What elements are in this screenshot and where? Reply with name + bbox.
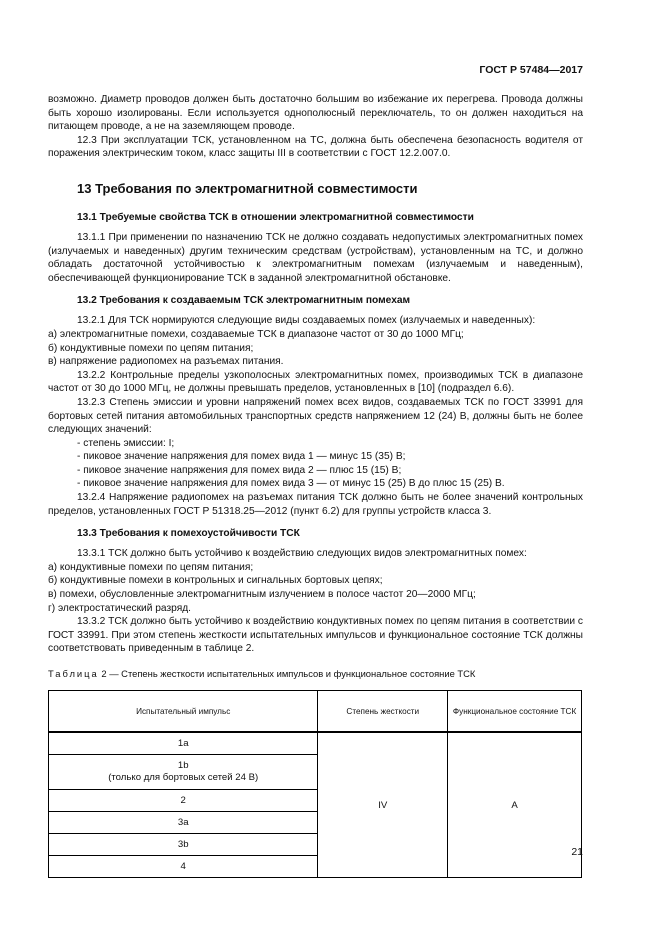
list-item: в) напряжение радиопомех на разъемах питания. [48, 356, 284, 368]
pulse-cell: 4 [49, 856, 318, 878]
list-item: г) электростатический разряд. [48, 602, 192, 614]
header-functional-state: Функциональное состояние ТСК [448, 691, 582, 733]
subsection-13-2-title: 13.2 Требования к создаваемым ТСК электромагнитным помехам [77, 295, 411, 307]
list-item: а) кондуктивные помехи по цепям питания; [48, 561, 254, 573]
table-caption-text: 2 — Степень жесткости испытательных импульсов и функциональное состояние ТСК [101, 668, 476, 679]
list-item: б) кондуктивные помехи по цепям питания; [48, 342, 254, 354]
state-cell: А [448, 732, 582, 878]
pulse-label: 1b [177, 760, 189, 771]
pulse-cell: 3b [49, 834, 318, 856]
clause-12-3: 12.3 При эксплуатации ТСК, установленном на ТС, должна быть обеспечена безопасность водителя от поражения электрическим током, класс защиты III в соответствии с ГОСТ 12.2.007.0. [48, 134, 583, 160]
table-row [49, 732, 582, 755]
clause-13-3-2: 13.3.2 ТСК должно быть устойчиво к воздействию кондуктивных помех по цепям питания в соответствии с ГОСТ 33991. При этом степень жесткости испытательных импульсов и функциональное состояние ТСК должны соответствовать приведенным в таблице 2. [48, 616, 583, 655]
clause-13-2-1: 13.2.1 Для ТСК нормируются следующие виды создаваемых помех (излучаемых и наведенных): [77, 315, 536, 327]
intro-paragraph: возможно. Диаметр проводов должен быть достаточно большим во избежание их перегрева. Провода должны быть хорошо изолированы. Если используется однополюсный переключатель, то он должен находиться на питающем проводе, а не на заземляющем проводе. [48, 94, 583, 133]
pulse-note: (только для бортовых сетей 24 В) [108, 772, 259, 783]
section-13-title: 13 Требования по электромагнитной совместимости [77, 180, 418, 196]
page-content [48, 93, 583, 878]
clause-13-1-1: 13.1.1 При применении по назначению ТСК не должно создавать недопустимых электромагнитных помех (излучаемых и наведенных) другим техническим средствам (устройствам), установленным на ТС, и должно обладать достаточной устойчивостью к электромагнитным помехам (излучаемым и наведенным), обеспечивающей функционирование ТСК в заданной электромагнитной обстановке. [48, 231, 583, 284]
table-caption [48, 668, 583, 680]
subsection-13-3-title: 13.3 Требования к помехоустойчивости ТСК [77, 528, 300, 540]
dash-item: - степень эмиссии: I; [77, 437, 175, 449]
table-caption-label: Таблица [48, 668, 99, 679]
clause-13-3-1: 13.3.1 ТСК должно быть устойчиво к воздействию следующих видов электромагнитных помех: [77, 548, 527, 560]
clause-13-2-4: 13.2.4 Напряжение радиопомех на разъемах питания ТСК должно быть не более значений контрольных пределов, установленных ГОСТ Р 51318.25—2012 (пункт 6.2) для группы устройств класса 3. [48, 492, 583, 517]
list-item: в) помехи, обусловленные электромагнитным излучением в полосе частот 20—2000 МГц; [48, 589, 476, 601]
dash-item: - пиковое значение напряжения для помех вида 2 — плюс 15 (15) В; [77, 464, 402, 476]
pulse-cell: 3a [49, 812, 318, 834]
page-number: 21 [571, 846, 583, 858]
header-test-pulse: Испытательный импульс [49, 691, 318, 733]
severity-cell: IV [318, 732, 448, 878]
pulse-cell: 2 [49, 790, 318, 812]
pulse-cell [49, 755, 318, 790]
pulse-cell: 1a [49, 732, 318, 755]
dash-item: - пиковое значение напряжения для помех вида 3 — от минус 15 (25) В до плюс 15 (25) В. [77, 478, 505, 490]
clause-13-2-3: 13.2.3 Степень эмиссии и уровни напряжений помех всех видов, создаваемых ТСК по ГОСТ 33991 для бортовых сетей питания автомобильных транспортных средств напряжением 12 (24) В, должны быть не более следующих значений: [48, 396, 583, 436]
list-item: а) электромагнитные помехи, создаваемые ТСК в диапазоне частот от 30 до 1000 МГц; [48, 328, 464, 340]
subsection-13-1-title: 13.1 Требуемые свойства ТСК в отношении электромагнитной совместимости [77, 211, 474, 223]
clause-13-2-2: 13.2.2 Контрольные пределы узкополосных электромагнитных помех, производимых ТСК в диапазоне частот от 30 до 1000 МГц, не должны превышать пределов, установленных в [10] (подраздел 6.6). [48, 369, 583, 395]
document-code: ГОСТ Р 57484—2017 [479, 64, 583, 76]
list-item: б) кондуктивные помехи в контрольных и сигнальных бортовых цепях; [48, 575, 383, 587]
header-severity: Степень жесткости [318, 691, 448, 733]
table-2 [48, 690, 582, 878]
dash-item: - пиковое значение напряжения для помех вида 1 — минус 15 (35) В; [77, 451, 406, 463]
